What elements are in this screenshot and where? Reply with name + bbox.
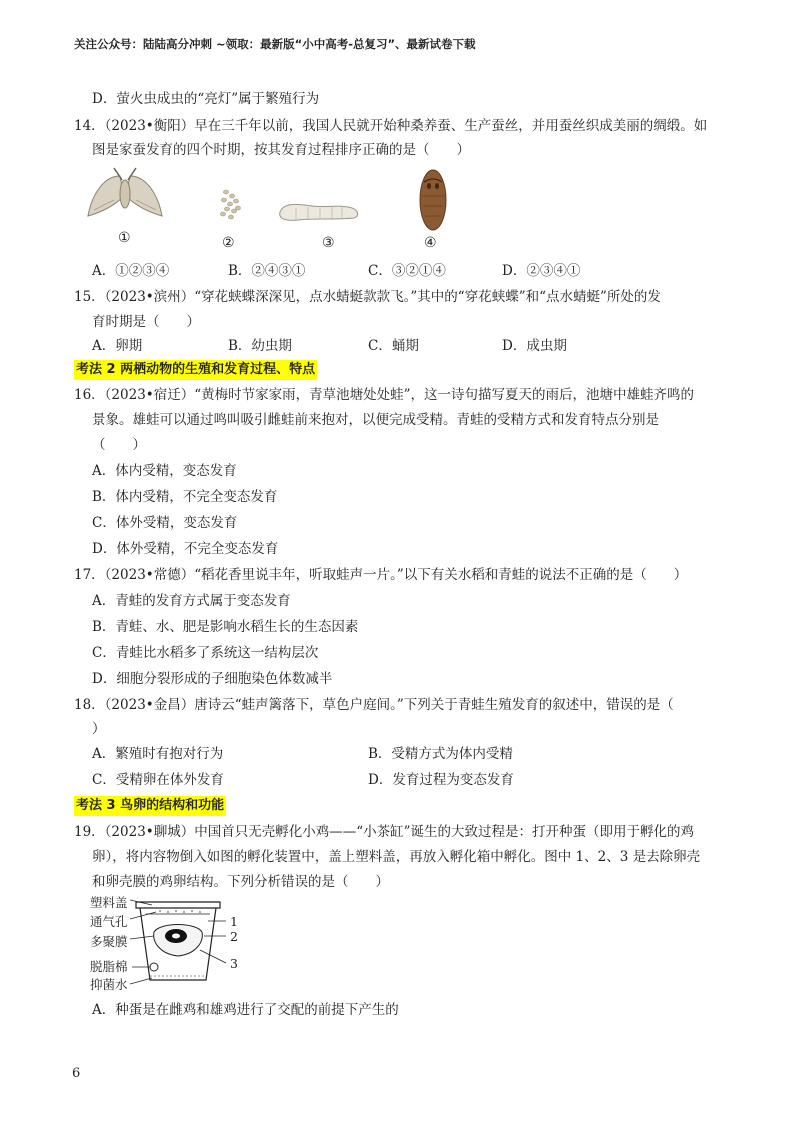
q14-option-c: C．③②①④ — [368, 263, 446, 279]
silkworm-eggs-image — [221, 190, 241, 219]
q17-option-b: B．青蛙、水、肥是影响水稻生长的生态因素 — [92, 619, 359, 635]
q16-line-2: 景象。雄蛙可以通过鸣叫吸引雌蛙前来抱对，以便完成受精。青蛙的受精方式和发育特点分别是 — [92, 412, 659, 428]
q15-line-2: 育时期是（ ） — [92, 314, 200, 330]
diagram-label-cotton: 脱脂棉 — [90, 959, 128, 974]
q19-line-1: 19．（2023•聊城）中国首只无壳孵化小鸡——“小茶缸”诞生的大致过程是：打开种蛋（即用于孵化的鸡 — [74, 824, 695, 840]
q18-option-d: D．发育过程为变态发育 — [368, 772, 514, 788]
section-heading-kaofa-2: 考法 2 两栖动物的生殖和发育过程、特点 — [74, 360, 317, 380]
q14-option-d: D．②③④① — [502, 263, 581, 279]
q16-option-d: D．体外受精，不完全变态发育 — [92, 541, 279, 557]
q18-line-1: 18．（2023•金昌）唐诗云“蛙声篱落下，草色户庭间。”下列关于青蛙生殖发育的叙述中，错误的是（ — [74, 697, 674, 713]
q17-option-c: C．青蛙比水稻多了系统这一结构层次 — [92, 645, 319, 661]
q19-line-3: 和卵壳膜的鸡卵结构。下列分析错误的是（ ） — [92, 874, 389, 890]
q19-line-2: 卵），将内容物倒入如图的孵化装置中，盖上塑料盖，再放入孵化箱中孵化。图中 1、2、3 是去除卵壳 — [92, 849, 701, 865]
q14-line-2: 图是家蚕发育的四个时期，按其发育过程排序正确的是（ ） — [92, 142, 470, 158]
q16-option-a: A．体内受精，变态发育 — [92, 463, 237, 479]
q15-option-c: C．蛹期 — [368, 338, 419, 354]
silkworm-moth-image — [88, 168, 162, 216]
silkworm-stages-figure — [84, 164, 464, 254]
q14-line-1: 14．（2023•衡阳）早在三千年以前，我国人民就开始种桑养蚕、生产蚕丝，并用蚕丝织成美丽的绸缎。如 — [74, 118, 708, 134]
diagram-number-1: 1 — [230, 914, 238, 929]
section-heading-kaofa-3: 考法 3 鸟卵的结构和功能 — [74, 796, 226, 816]
figure-label-2: ② — [222, 235, 235, 251]
diagram-label-antibacterial-water: 抑菌水 — [90, 977, 128, 992]
diagram-label-polymer-film: 多聚膜 — [90, 934, 128, 949]
q15-option-d: D．成虫期 — [502, 338, 567, 354]
q18-option-b: B．受精方式为体内受精 — [368, 746, 513, 762]
q13-option-d: D．萤火虫成虫的“亮灯”属于繁殖行为 — [92, 91, 320, 107]
q17-option-a: A．青蛙的发育方式属于变态发育 — [92, 593, 291, 609]
q14-option-b: B．②④③① — [228, 263, 306, 279]
q16-option-b: B．体内受精，不完全变态发育 — [92, 489, 278, 505]
page-header: 关注公众号：陆陆高分冲刺 ~领取：最新版“小中高考-总复习”、最新试卷下载 — [74, 37, 476, 51]
q15-line-1: 15．（2023•滨州）“穿花蛱蝶深深见，点水蜻蜓款款飞。”其中的“穿花蛱蝶”和“点水蜻蜓”所处的发 — [74, 289, 661, 305]
silkworm-larva-image — [280, 204, 358, 220]
diagram-number-2: 2 — [230, 929, 238, 944]
q17-line-1: 17．（2023•常德）“稻花香里说丰年，听取蛙声一片。”以下有关水稻和青蛙的说法不正确的是（ ） — [74, 567, 688, 583]
q16-option-c: C．体外受精，变态发育 — [92, 515, 238, 531]
q19-option-a: A．种蛋是在雌鸡和雄鸡进行了交配的前提下产生的 — [92, 1002, 399, 1018]
diagram-label-plastic-lid: 塑料盖 — [90, 895, 128, 910]
q18-option-c: C．受精卵在体外发育 — [92, 772, 224, 788]
q15-option-b: B．幼虫期 — [228, 338, 292, 354]
q16-line-1: 16．（2023•宿迁）“黄梅时节家家雨，青草池塘处处蛙”，这一诗句描写夏天的雨后，池塘中雄蛙齐鸣的 — [74, 387, 695, 403]
q15-option-a: A．卵期 — [92, 338, 143, 354]
silkworm-pupa-image — [420, 170, 446, 230]
figure-label-1: ① — [118, 230, 131, 246]
q16-line-3: （ ） — [92, 437, 146, 453]
q18-option-a: A．繁殖时有抱对行为 — [92, 746, 224, 762]
diagram-number-3: 3 — [230, 956, 238, 971]
diagram-label-vent-hole: 通气孔 — [90, 914, 128, 929]
page-number: 6 — [72, 1066, 81, 1081]
figure-label-4: ④ — [424, 235, 437, 251]
figure-label-3: ③ — [322, 235, 335, 251]
q18-line-2: ） — [92, 721, 106, 737]
q17-option-d: D．细胞分裂形成的子细胞染色体数减半 — [92, 671, 333, 687]
incubation-device-diagram — [130, 892, 240, 992]
q14-option-a: A．①②③④ — [92, 263, 170, 279]
